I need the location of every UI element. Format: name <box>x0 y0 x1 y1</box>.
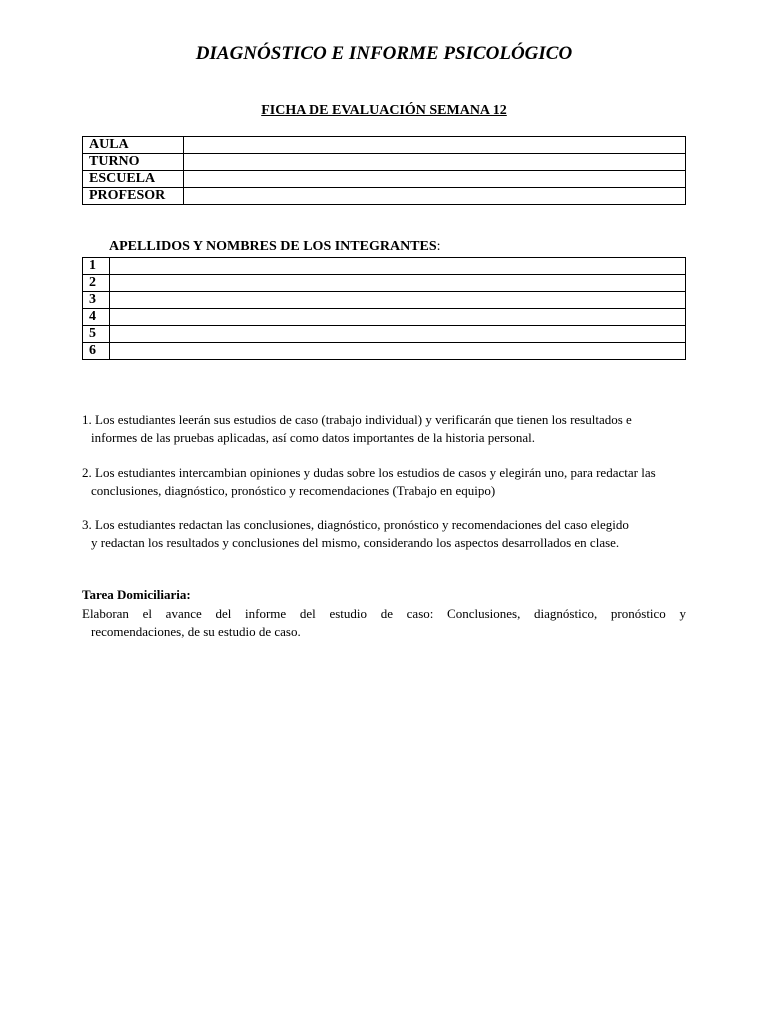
instruction-3 <box>82 516 722 552</box>
instruction-1-line-1: 1. Los estudiantes leerán sus estudios de caso (trabajo individual) y verificarán que tienen los resultados e <box>82 412 632 427</box>
document-title: DIAGNÓSTICO E INFORME PSICOLÓGICO <box>195 43 573 64</box>
member-number: 3 <box>83 292 110 309</box>
instruction-1-line-2: informes de las pruebas aplicadas, así como datos importantes de la historia personal. <box>91 430 536 445</box>
member-row <box>83 326 686 343</box>
info-table <box>82 136 686 205</box>
info-value-aula <box>184 137 686 154</box>
member-row <box>83 309 686 326</box>
member-name-cell <box>110 275 686 292</box>
info-value-profesor <box>184 188 686 205</box>
info-row-turno <box>83 154 686 171</box>
info-value-escuela <box>184 171 686 188</box>
info-label-profesor: PROFESOR <box>83 188 184 205</box>
info-label-escuela: ESCUELA <box>83 171 184 188</box>
info-row-escuela <box>83 171 686 188</box>
member-name-cell <box>110 309 686 326</box>
info-row-profesor <box>83 188 686 205</box>
form-subtitle: FICHA DE EVALUACIÓN SEMANA 12 <box>261 103 507 118</box>
member-name-cell <box>110 343 686 360</box>
homework-line-1: Elaboran el avance del informe del estudio de caso: Conclusiones, diagnóstico, pronóstico y <box>82 606 686 621</box>
instruction-3-line-2: y redactan los resultados y conclusiones del mismo, considerando los aspectos desarrollados en clase. <box>91 535 620 550</box>
member-name-cell <box>110 292 686 309</box>
member-number: 4 <box>83 309 110 326</box>
homework-body <box>82 605 686 641</box>
member-name-cell <box>110 258 686 275</box>
member-row <box>83 343 686 360</box>
member-row <box>83 275 686 292</box>
member-number: 1 <box>83 258 110 275</box>
member-number: 6 <box>83 343 110 360</box>
instruction-2-line-2: conclusiones, diagnóstico, pronóstico y recomendaciones (Trabajo en equipo) <box>91 483 496 498</box>
members-heading-text: APELLIDOS Y NOMBRES DE LOS INTEGRANTES <box>109 239 437 254</box>
info-label-aula: AULA <box>83 137 184 154</box>
instruction-3-line-1: 3. Los estudiantes redactan las conclusiones, diagnóstico, pronóstico y recomendaciones del caso elegido <box>82 517 629 532</box>
members-heading-colon: : <box>436 239 441 254</box>
member-row <box>83 292 686 309</box>
member-number: 2 <box>83 275 110 292</box>
member-name-cell <box>110 326 686 343</box>
member-number: 5 <box>83 326 110 343</box>
info-row-aula <box>83 137 686 154</box>
instruction-2 <box>82 464 722 500</box>
members-heading <box>109 239 441 255</box>
homework-line-2: recomendaciones, de su estudio de caso. <box>91 624 301 639</box>
info-label-turno: TURNO <box>83 154 184 171</box>
member-row <box>83 258 686 275</box>
info-value-turno <box>184 154 686 171</box>
members-table <box>82 257 686 360</box>
homework-title: Tarea Domiciliaria: <box>82 587 191 602</box>
instruction-2-line-1: 2. Los estudiantes intercambian opiniones y dudas sobre los estudios de casos y elegirán uno, para redactar las <box>82 465 656 480</box>
instruction-1 <box>82 411 722 447</box>
